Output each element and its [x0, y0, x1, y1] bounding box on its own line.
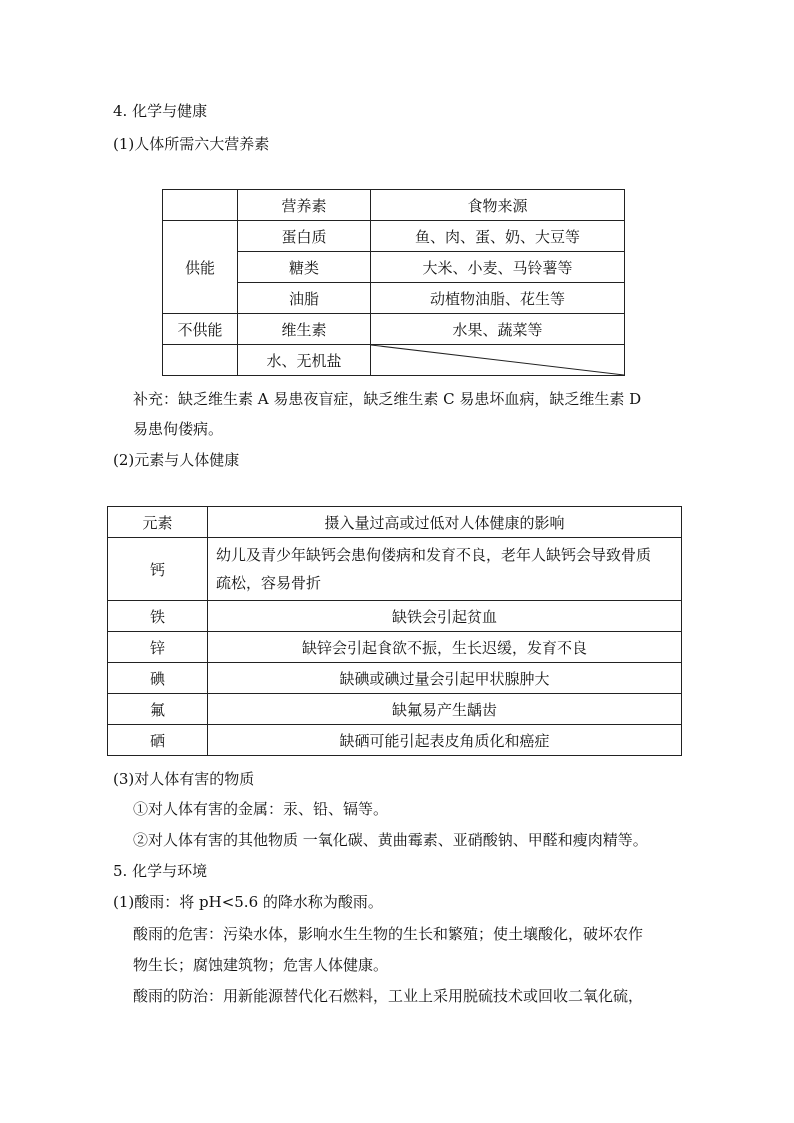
table-row [108, 663, 682, 694]
section-4-heading: 4. 化学与健康 [113, 102, 208, 120]
supplement-line-1: 补充：缺乏维生素 A 易患夜盲症，缺乏维生素 C 易患坏血病，缺乏维生素 D [133, 390, 642, 408]
table-row [108, 538, 682, 601]
nutrient-cell: 水、无机盐 [238, 345, 371, 376]
acid-rain-prevent-line-1: 酸雨的防治：用新能源替代化石燃料，工业上采用脱硫技术或回收二氧化硫， [133, 987, 644, 1005]
source-cell: 大米、小麦、马铃薯等 [371, 252, 625, 283]
element-cell: 钙 [108, 538, 208, 601]
effect-cell: 缺硒可能引起表皮角质化和癌症 [208, 725, 682, 756]
nutrient-cell: 油脂 [238, 283, 371, 314]
table-header-cell: 元素 [108, 507, 208, 538]
table-header-cell: 营养素 [238, 190, 371, 221]
effect-cell: 缺锌会引起食欲不振，生长迟缓，发育不良 [208, 632, 682, 663]
section-4-1-heading: (1)人体所需六大营养素 [113, 135, 270, 153]
table-row [108, 632, 682, 663]
table-row [108, 601, 682, 632]
effect-cell: 缺碘或碘过量会引起甲状腺肿大 [208, 663, 682, 694]
effect-line: 疏松，容易骨折 [216, 574, 322, 592]
diagonal-cell [371, 345, 625, 376]
section-4-2-heading: (2)元素与人体健康 [113, 451, 240, 469]
nutrient-cell: 蛋白质 [238, 221, 371, 252]
section-5-heading: 5. 化学与环境 [113, 862, 208, 880]
table-header-cell: 食物来源 [371, 190, 625, 221]
table-row [108, 507, 682, 538]
table-row [163, 314, 625, 345]
effect-cell: 缺铁会引起贫血 [208, 601, 682, 632]
nutrient-cell: 维生素 [238, 314, 371, 345]
element-cell: 氟 [108, 694, 208, 725]
harmful-other-item: ②对人体有害的其他物质 一氧化碳、黄曲霉素、亚硝酸钠、甲醛和瘦肉精等。 [133, 831, 648, 849]
element-cell: 锌 [108, 632, 208, 663]
harmful-metals-item: ①对人体有害的金属：汞、铅、镉等。 [133, 800, 389, 818]
source-cell: 鱼、肉、蛋、奶、大豆等 [371, 221, 625, 252]
table-row [108, 694, 682, 725]
effect-line: 幼儿及青少年缺钙会患佝偻病和发育不良，老年人缺钙会导致骨质 [216, 546, 652, 564]
table-row [163, 190, 625, 221]
acid-rain-harm-line-1: 酸雨的危害：污染水体，影响水生生物的生长和繁殖；使土壤酸化，破坏农作 [133, 925, 644, 943]
table-header-cell: 摄入量过高或过低对人体健康的影响 [208, 507, 682, 538]
table-row [163, 221, 625, 252]
element-cell: 碘 [108, 663, 208, 694]
group-label-energy: 供能 [163, 221, 238, 314]
effect-cell: 缺氟易产生龋齿 [208, 694, 682, 725]
acid-rain-heading: (1)酸雨：将 pH<5.6 的降水称为酸雨。 [113, 893, 383, 911]
nutrient-table [162, 189, 625, 376]
nutrient-cell: 糖类 [238, 252, 371, 283]
element-table [107, 506, 682, 756]
source-cell: 动植物油脂、花生等 [371, 283, 625, 314]
element-cell: 硒 [108, 725, 208, 756]
acid-rain-harm-line-2: 物生长；腐蚀建筑物；危害人体健康。 [133, 956, 389, 974]
table-row [163, 345, 625, 376]
group-label-nonenergy: 不供能 [163, 314, 238, 345]
table-row [108, 725, 682, 756]
supplement-line-2: 易患佝偻病。 [133, 420, 224, 438]
element-cell: 铁 [108, 601, 208, 632]
empty-cell [163, 345, 238, 376]
table-header-cell [163, 190, 238, 221]
diagonal-line [371, 345, 624, 375]
source-cell: 水果、蔬菜等 [371, 314, 625, 345]
section-4-3-heading: (3)对人体有害的物质 [113, 770, 255, 788]
effect-cell [208, 538, 682, 601]
